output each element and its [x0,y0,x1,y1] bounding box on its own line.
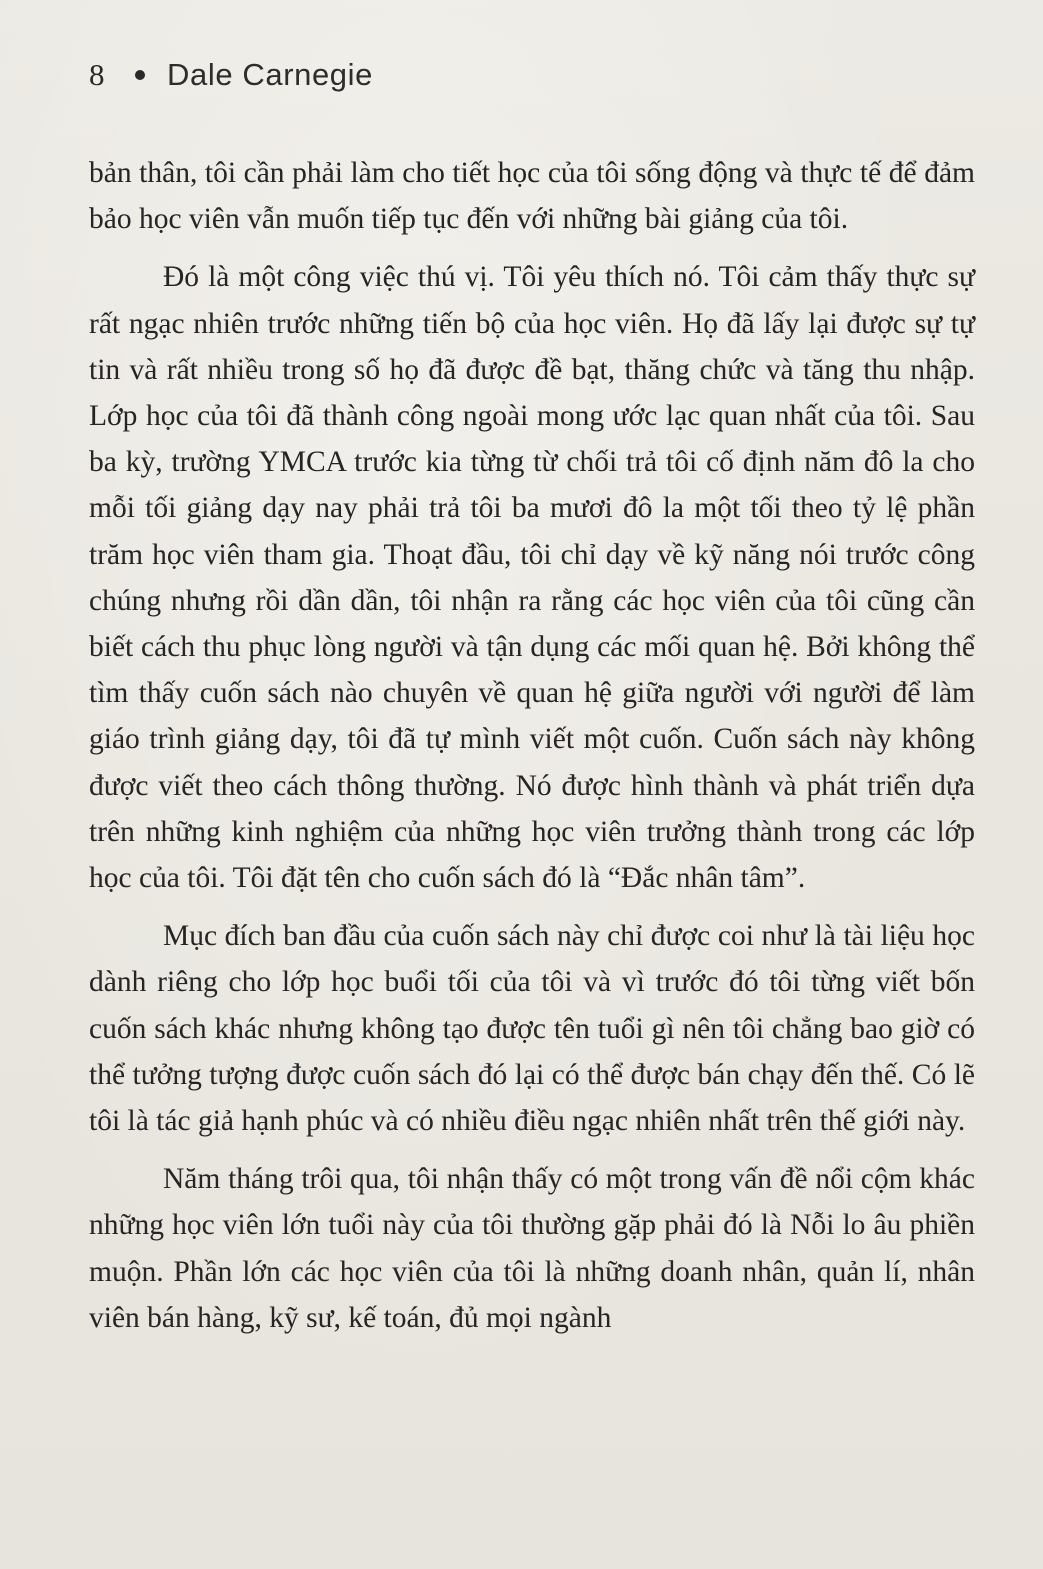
paragraph: Đó là một công việc thú vị. Tôi yêu thích nó. Tôi cảm thấy thực sự rất ngạc nhiên trước những tiến bộ của học viên. Họ đã lấy lại được sự tự tin và rất nhiều trong số họ đã được đề bạt, thăng chức và tăng thu nhập. Lớp học của tôi đã thành công ngoài mong ước lạc quan nhất của tôi. Sau ba kỳ, trường YMCA trước kia từng từ chối trả tôi cố định năm đô la cho mỗi tối giảng dạy nay phải trả tôi ba mươi đô la một tối theo tỷ lệ phần trăm học viên tham gia. Thoạt đầu, tôi chỉ dạy về kỹ năng nói trước công chúng nhưng rồi dần dần, tôi nhận ra rằng các học viên của tôi cũng cần biết cách thu phục lòng người và tận dụng các mối quan hệ. Bởi không thể tìm thấy cuốn sách nào chuyên về quan hệ giữa người với người để làm giáo trình giảng dạy, tôi đã tự mình viết một cuốn. Cuốn sách này không được viết theo cách thông thường. Nó được hình thành và phát triển dựa trên những kinh nghiệm của những học viên trưởng thành trong các lớp học của tôi. Tôi đặt tên cho cuốn sách đó là “Đắc nhân tâm”. [89,261,975,895]
author-name: Dale Carnegie [167,57,373,92]
bullet-separator-icon [135,70,145,80]
paragraph: Năm tháng trôi qua, tôi nhận thấy có một trong vấn đề nổi cộm khác những học viên lớn tuổi này của tôi thường gặp phải đó là Nỗi lo âu phiền muộn. Phần lớn các học viên của tôi là những doanh nhân, quản lí, nhân viên bán hàng, kỹ sư, kế toán, đủ mọi ngành [89,1163,975,1334]
page-number: 8 [89,57,105,92]
body-text [89,150,975,1341]
paragraph-continuation: bản thân, tôi cần phải làm cho tiết học của tôi sống động và thực tế để đảm bảo học viên vẫn muốn tiếp tục đến với những bài giảng của tôi. [89,157,975,236]
paragraph: Mục đích ban đầu của cuốn sách này chỉ được coi như là tài liệu học dành riêng cho lớp học buổi tối của tôi và vì trước đó tôi từng viết bốn cuốn sách khác nhưng không tạo được tên tuổi gì nên tôi chẳng bao giờ có thể tưởng tượng được cuốn sách đó lại có thể được bán chạy đến thế. Có lẽ tôi là tác giả hạnh phúc và có nhiều điều ngạc nhiên nhất trên thế giới này. [89,920,975,1138]
running-header [89,52,373,98]
